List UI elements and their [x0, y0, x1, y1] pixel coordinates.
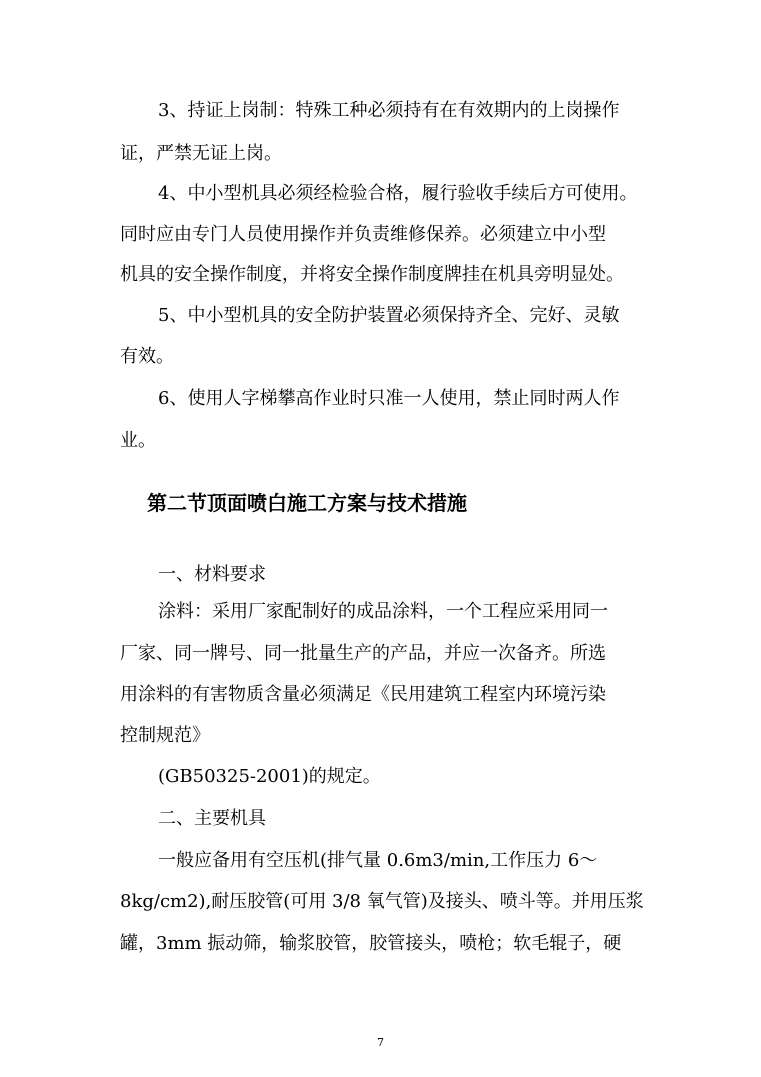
paragraph-line: 罐，3mm 振动筛，输浆胶管，胶管接头，喷枪；软毛辊子，硬 [120, 933, 622, 954]
paragraph-line: 厂家、同一牌号、同一批量生产的产品，并应一次备齐。所选 [120, 643, 606, 664]
paragraph-line: 用涂料的有害物质含量必须满足《民用建筑工程室内环境污染 [120, 684, 606, 705]
paragraph-line: 6、使用人字梯攀高作业时只准一人使用，禁止同时两人作 [158, 388, 620, 409]
paragraph-line: 3、持证上岗制：特殊工种必须持有在有效期内的上岗操作 [158, 100, 620, 121]
paragraph-line: 机具的安全操作制度，并将安全操作制度牌挂在机具旁明显处。 [120, 264, 624, 285]
page-number: 7 [377, 1036, 384, 1049]
paragraph-line: (GB50325-2001)的规定。 [158, 766, 381, 787]
paragraph-line: 涂料：采用厂家配制好的成品涂料，一个工程应采用同一 [158, 601, 608, 622]
subheading-tools: 二、主要机具 [158, 808, 266, 829]
paragraph-line: 4、中小型机具必须经检验合格，履行验收手续后方可使用。 [158, 183, 638, 204]
section-heading: 第二节顶面喷白施工方案与技术措施 [147, 491, 467, 515]
paragraph-line: 证，严禁无证上岗。 [120, 143, 282, 164]
paragraph-line: 有效。 [120, 346, 174, 367]
paragraph-line: 5、中小型机具的安全防护装置必须保持齐全、完好、灵敏 [158, 305, 620, 326]
paragraph-line: 8kg/cm2),耐压胶管(可用 3/8 氧气管)及接头、喷斗等。并用压浆 [120, 891, 644, 912]
paragraph-line: 控制规范》 [120, 725, 210, 746]
paragraph-line: 业。 [120, 430, 156, 451]
subheading-materials: 一、材料要求 [158, 564, 266, 585]
paragraph-line: 一般应备用有空压机(排气量 0.6m3/min,工作压力 6～ [158, 850, 598, 871]
paragraph-line: 同时应由专门人员使用操作并负责维修保养。必须建立中小型 [120, 224, 606, 245]
